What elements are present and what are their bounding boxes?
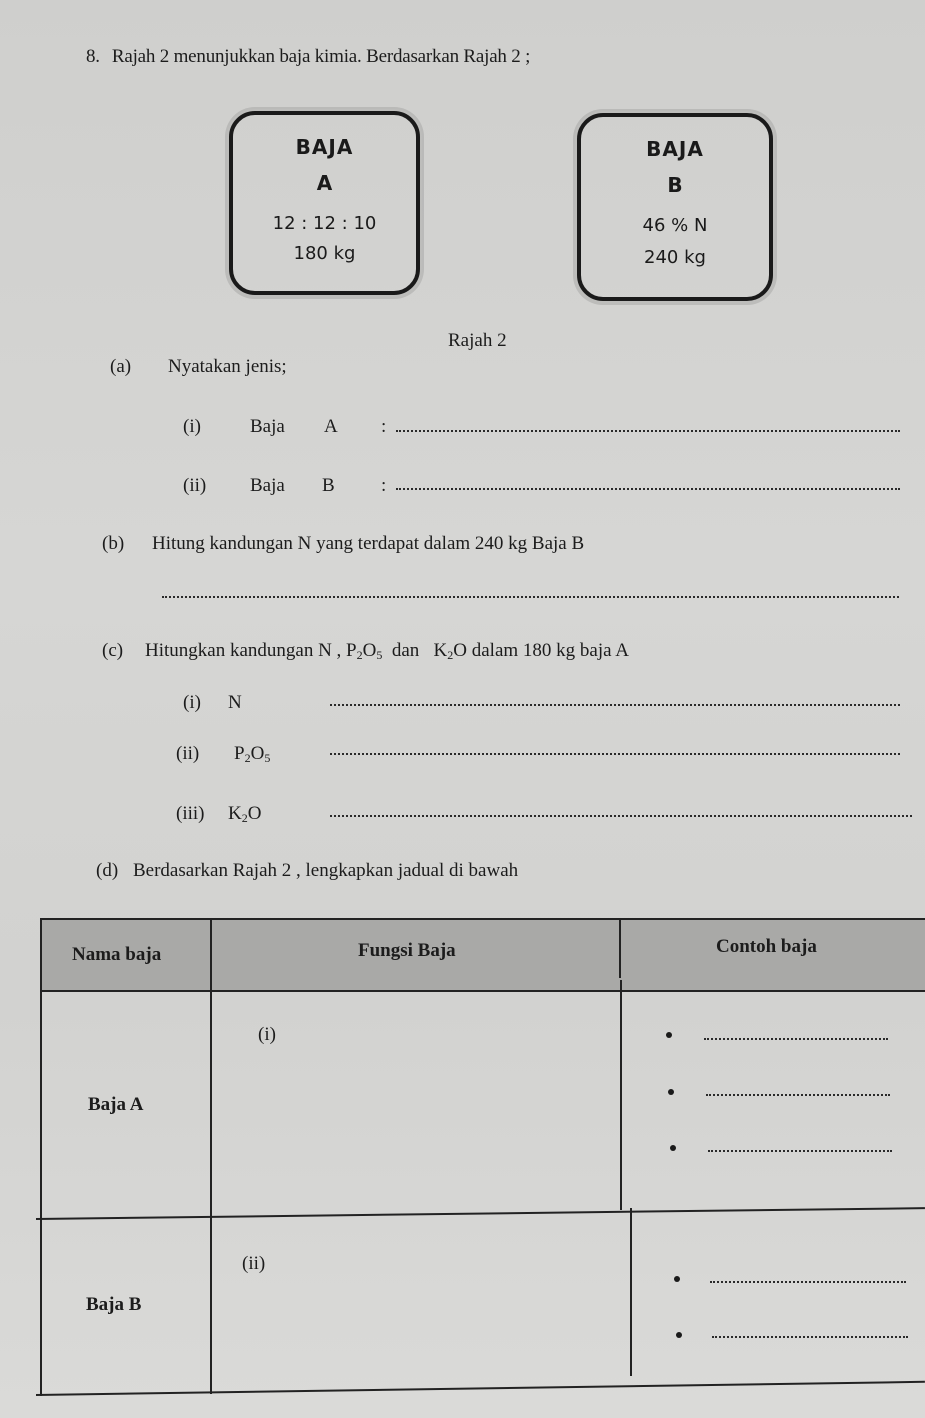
answer-line-d-a-1[interactable] bbox=[704, 1038, 888, 1040]
bag-a-label: BAJA bbox=[295, 135, 354, 159]
answer-line-d-a-2[interactable] bbox=[706, 1094, 890, 1096]
part-c-text bbox=[145, 640, 629, 663]
part-c-iii-number: (iii) bbox=[176, 803, 205, 824]
bullet-icon bbox=[674, 1276, 680, 1282]
answer-line-d-b-1[interactable] bbox=[710, 1281, 906, 1283]
answer-line-c-i[interactable] bbox=[330, 704, 900, 706]
row-a-function-number: (i) bbox=[258, 1024, 276, 1045]
bullet-icon bbox=[668, 1089, 674, 1095]
row-b-function-number: (ii) bbox=[242, 1253, 266, 1274]
part-c-i-label: N bbox=[228, 692, 242, 713]
part-a-text: Nyatakan jenis; bbox=[168, 356, 287, 377]
table-divider-2-row-b bbox=[630, 1208, 632, 1376]
answer-line-c-iii[interactable] bbox=[330, 815, 912, 817]
part-c-iii-label bbox=[228, 803, 261, 826]
p2o5-subscript-5: 5 bbox=[376, 648, 383, 662]
p2o5-o: O bbox=[362, 640, 377, 661]
part-a-i-name: Baja bbox=[250, 416, 285, 437]
part-a-ii-colon: : bbox=[381, 475, 387, 496]
answer-line-b[interactable] bbox=[162, 596, 899, 598]
part-a-ii-name: Baja bbox=[250, 475, 285, 496]
fertilizer-bag-a bbox=[229, 111, 420, 295]
bag-b-letter: B bbox=[667, 173, 683, 197]
bag-a-letter: A bbox=[316, 171, 333, 195]
table-divider-2-header bbox=[619, 918, 621, 978]
bag-a-mass: 180 kg bbox=[293, 243, 356, 264]
table-border-bottom bbox=[36, 1381, 925, 1396]
table-row-divider bbox=[36, 1207, 925, 1220]
part-a-ii-letter: B bbox=[322, 475, 335, 496]
table-border-left bbox=[40, 918, 42, 1396]
answer-line-a-ii[interactable] bbox=[396, 488, 900, 490]
o-symbol: O bbox=[250, 743, 265, 764]
subscript-2: 2 bbox=[244, 751, 251, 765]
row-b-name: Baja B bbox=[86, 1294, 142, 1315]
part-c-label: (c) bbox=[102, 640, 124, 661]
part-a-label: (a) bbox=[110, 356, 132, 377]
fertilizer-bag-b bbox=[577, 113, 773, 301]
k2o-subscript-2: 2 bbox=[447, 648, 454, 662]
p2o5-subscript-2: 2 bbox=[356, 648, 363, 662]
part-a-i-letter: A bbox=[324, 416, 338, 437]
header-contoh-baja: Contoh baja bbox=[716, 936, 817, 957]
part-d-label: (d) bbox=[96, 860, 119, 881]
part-c-ii-number: (ii) bbox=[176, 743, 200, 764]
part-a-i-number: (i) bbox=[183, 416, 201, 437]
subscript-5: 5 bbox=[264, 751, 271, 765]
row-a-function-answer-area[interactable] bbox=[219, 1058, 611, 1198]
header-nama-baja: Nama baja bbox=[72, 944, 162, 965]
bag-b-nitrogen-percent: 46 % N bbox=[642, 215, 708, 236]
part-c-text-dan: dan K bbox=[382, 640, 448, 661]
question-intro: Rajah 2 menunjukkan baja kimia. Berdasarkan Rajah 2 ; bbox=[111, 46, 531, 67]
table-divider-1 bbox=[210, 918, 212, 1394]
part-c-text-before: Hitungkan kandungan N , P bbox=[145, 640, 357, 661]
question-number: 8. bbox=[86, 46, 100, 67]
bullet-icon bbox=[676, 1332, 682, 1338]
part-a-ii-number: (ii) bbox=[183, 475, 207, 496]
answer-line-d-b-2[interactable] bbox=[712, 1336, 908, 1338]
bullet-icon bbox=[670, 1145, 676, 1151]
bullet-icon bbox=[666, 1032, 672, 1038]
bag-b-label: BAJA bbox=[646, 137, 704, 161]
part-d-text: Berdasarkan Rajah 2 , lengkapkan jadual di bawah bbox=[133, 860, 519, 881]
answer-line-a-i[interactable] bbox=[396, 430, 900, 432]
part-b-text: Hitung kandungan N yang terdapat dalam 240 kg Baja B bbox=[152, 533, 585, 554]
o-symbol: O bbox=[247, 803, 262, 824]
answer-line-c-ii[interactable] bbox=[330, 753, 900, 755]
row-a-name: Baja A bbox=[88, 1094, 144, 1115]
row-b-function-answer-area[interactable] bbox=[219, 1288, 619, 1378]
subscript-2: 2 bbox=[241, 811, 248, 825]
part-b-label: (b) bbox=[102, 533, 125, 554]
bag-b-mass: 240 kg bbox=[644, 247, 706, 268]
part-a-i-colon: : bbox=[381, 416, 387, 437]
answer-line-d-a-3[interactable] bbox=[708, 1150, 892, 1152]
figure-caption: Rajah 2 bbox=[448, 330, 507, 351]
part-c-i-number: (i) bbox=[183, 692, 201, 713]
part-c-ii-label bbox=[234, 743, 270, 766]
table-divider-2-row-a bbox=[620, 980, 622, 1210]
header-fungsi-baja: Fungsi Baja bbox=[358, 940, 456, 961]
question-heading bbox=[86, 46, 530, 68]
p-symbol: P bbox=[234, 743, 245, 764]
fertilizer-table bbox=[36, 918, 925, 1396]
k-symbol: K bbox=[228, 803, 242, 824]
part-c-text-after: O dalam 180 kg baja A bbox=[453, 640, 629, 661]
bag-a-npk-ratio: 12 : 12 : 10 bbox=[272, 213, 377, 234]
